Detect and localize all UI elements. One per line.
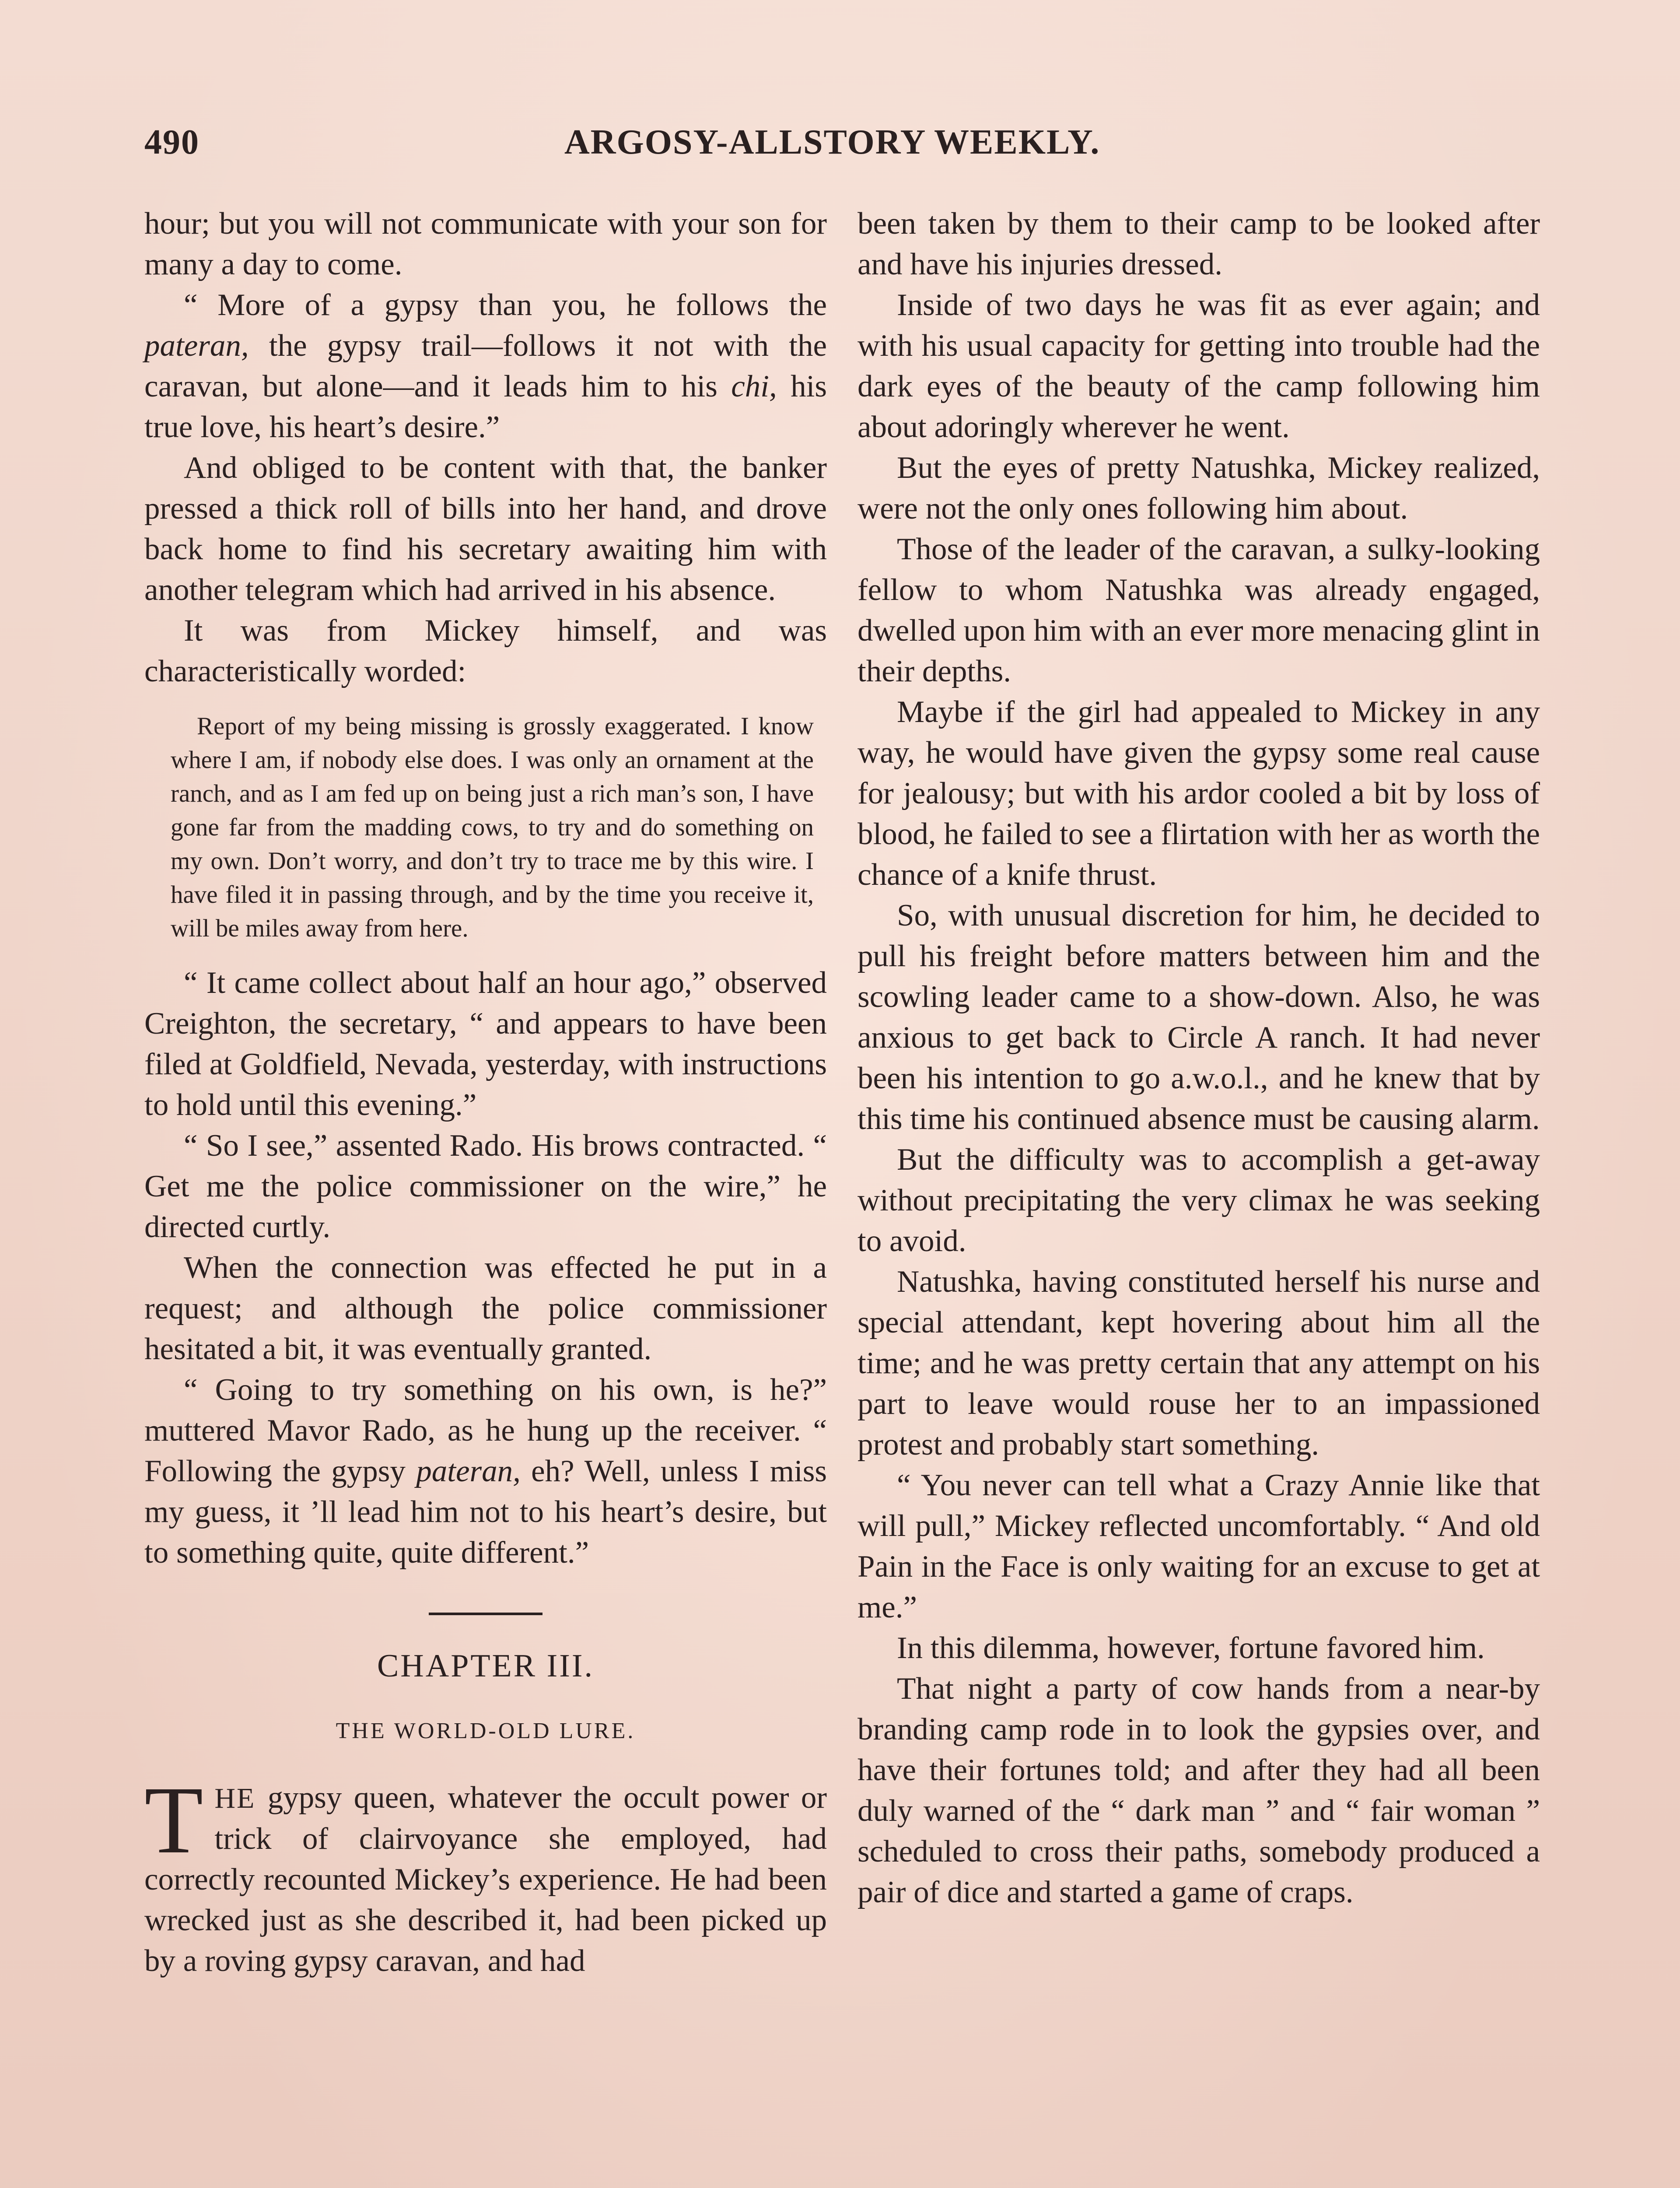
chapter-title: CHAPTER III.: [377, 1648, 595, 1684]
paragraph: When the connection was effected he put in a request; and although the police commissioner hesitated a bit, it was eventually granted.: [144, 1251, 827, 1366]
telegram-text: [171, 709, 814, 945]
paragraph: been taken by them to their camp to be looked after and have his injuries dressed.: [858, 207, 1540, 281]
page-header: [144, 123, 1562, 175]
paragraph: But the eyes of pretty Natushka, Mickey realized, were not the only ones following him about.: [858, 451, 1540, 526]
paragraph: “ You never can tell what a Crazy Annie like that will pull,” Mickey reflected uncomfortably. “ And old Pain in the Face is only waiting for an excuse to get at me.”: [858, 1468, 1540, 1624]
paragraph: “ So I see,” assented Rado. His brows contracted. “ Get me the police commissioner on the wire,” he directed curtly.: [144, 1129, 827, 1244]
paragraph: So, with unusual discretion for him, he decided to pull his freight before matters between him and the scowling leader came to a show-down. Also, he was anxious to get back to Circle A ranch. It had never been his intention to go a.w.o.l., and he knew that by this time his continued absence must be causing alarm.: [858, 898, 1540, 1136]
chapter-opening-paragraph: THE gypsy queen, whatever the occult power or trick of clairvoyance she employed, had correctly recounted Mickey’s experience. He had been wrecked just as she described it, had been picked up by a roving gypsy caravan, and had: [144, 1767, 827, 1978]
drop-cap: T: [144, 1767, 203, 1873]
paragraph: “ It came collect about half an hour ago,” observed Creighton, the secretary, “ and appears to have been filed at Goldfield, Nevada, yesterday, with instructions to hold until this evening.”: [144, 966, 827, 1122]
paragraph: In this dilemma, however, fortune favored him.: [897, 1631, 1485, 1665]
page-number: 490: [144, 123, 200, 161]
paragraph: Those of the leader of the caravan, a sulky-looking fellow to whom Natushka was already engaged, dwelled upon him with an ever more menacing glint in their depths.: [858, 532, 1540, 688]
paragraph: Natushka, having constituted herself his nurse and special attendant, kept hovering about him all the time; and he was pretty certain that any attempt on his part to leave would rouse her to an impassioned protest and probably start something.: [858, 1265, 1540, 1462]
paragraph: Maybe if the girl had appealed to Mickey in any way, he would have given the gypsy some real cause for jealousy; but with his ardor cooled a bit by loss of blood, he failed to see a flirtation with her as worth the chance of a knife thrust.: [858, 695, 1540, 892]
right-column: [858, 203, 1540, 1913]
paragraph: But the difficulty was to accomplish a get-away without precipitating the very climax he was seeking to avoid.: [858, 1143, 1540, 1258]
section-divider: [429, 1613, 542, 1615]
paragraph: It was from Mickey himself, and was characteristically worded:: [144, 614, 827, 688]
left-column: [144, 203, 827, 1981]
paragraph: hour; but you will not communicate with your son for many a day to come.: [144, 207, 827, 281]
running-head: ARGOSY-ALLSTORY WEEKLY.: [564, 123, 1100, 161]
paragraph: “ More of a gypsy than you, he follows the pateran, the gypsy trail—follows it not with the caravan, but alone—and it leads him to his chi, his true love, his heart’s desire.”: [144, 288, 827, 444]
paragraph: And obliged to be content with that, the banker pressed a thick roll of bills into her hand, and drove back home to find his secretary awaiting him with another telegram which had arrived in his absence.: [144, 451, 827, 607]
paragraph: Inside of two days he was fit as ever again; and with his usual capacity for getting into trouble had the dark eyes of the beauty of the camp following him about adoringly wherever he went.: [858, 288, 1540, 444]
paragraph: That night a party of cow hands from a near-by branding camp rode in to look the gypsies over, and have their fortunes told; and after they had all been duly warned of the “ dark man ” and “ fair woman ” scheduled to cross their paths, somebody produced a pair of dice and started a game of craps.: [858, 1672, 1540, 1909]
chapter-subtitle: THE WORLD-OLD LURE.: [336, 1718, 636, 1743]
telegram-body: Report of my being missing is grossly exaggerated. I know where I am, if nobody else does. I was only an ornament at the ranch, and as I am fed up on being just a rich man’s son, I have gone far from the madding cows, to try and do something on my own. Don’t worry, and don’t try to trace me by this wire. I have filed it in passing through, and by the time you receive it, will be miles away from here.: [171, 712, 814, 942]
paragraph: “ Going to try something on his own, is he?” muttered Mavor Rado, as he hung up the receiver. “ Following the gypsy pateran, eh? Well, unless I miss my guess, it ’ll lead him not to his heart’s desire, but to something quite, quite different.”: [144, 1373, 827, 1570]
